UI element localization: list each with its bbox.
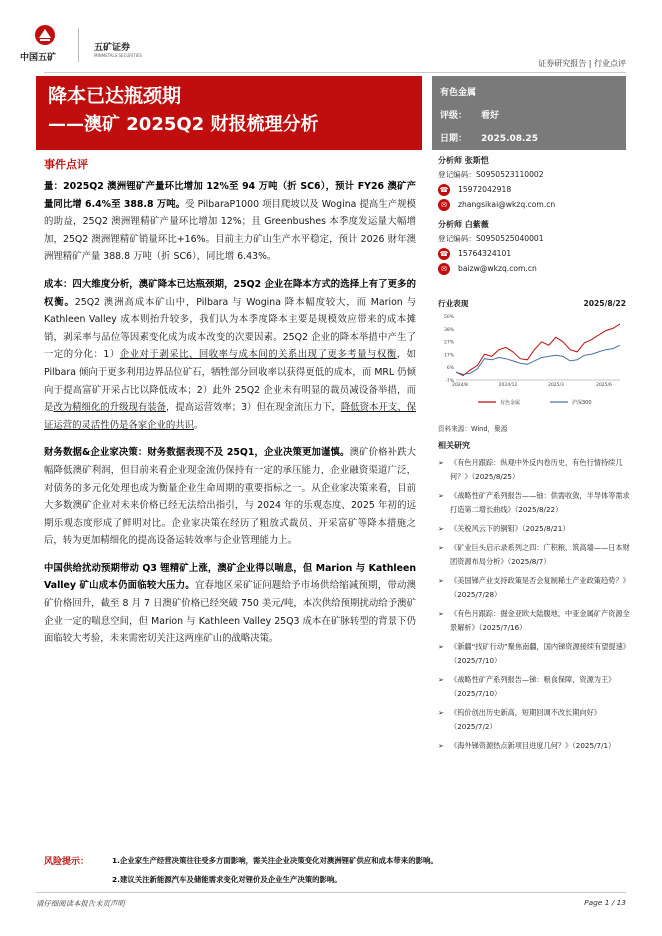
analyst-1-phone-row [438,182,634,197]
analyst-info [438,154,634,276]
series-line-0 [456,324,620,376]
x-tick-label: 2025/6 [596,383,612,388]
industry-name: 有色金属 [440,88,477,98]
related-research-item[interactable]: ➢ 《美国锑产业支持政策是否会复制稀土产业政策趋势？》（2025/7/28） [438,574,632,602]
analyst-2-email-row [438,261,634,276]
paragraph-volume-body: 受 PilbaraP1000 项目爬坡以及 Wogina 提高生产规模的助益，25Q2 澳洲锂精矿产量环比增加 12%；且 Greenbushes 本季度发运量大幅增加，25Q2 澳洲锂精矿销量环比+16%。目前主力矿山生产水平稳定，预计 2026 财年澳洲锂精矿产量 388.8 万吨（折 SC6），同比增 6.43%。 [44,198,416,263]
chart-title: 行业表现 [438,299,469,308]
analyst-1-email[interactable]: zhangsikai@wkzq.com.cn [458,200,556,209]
minmetals-logo-icon [34,24,56,46]
analyst-1-phone: 15972042918 [458,185,512,194]
related-research-item[interactable]: ➢ 《新疆“找矿行动”聚焦南疆，国内锑资源接续有望提速》（2025/7/10） [438,640,632,668]
paragraph-finance-lead: 财务数据&企业家决策：财务数据表现不及 25Q1，企业决策更加谨慎。 [44,447,350,459]
x-tick-label: 2024/12 [498,383,518,388]
main-body [44,178,416,648]
y-tick-label: -7% [445,379,454,384]
paragraph-supply-body: 宜春地区采矿证问题给予市场供给缩减预期，带动澳矿价格回升，截至 8 月 7 日澳矿价格已经突破 750 美元/吨，本次供给预期扰动给予澳矿企业一定的喘息空间，但 Marion 与 Kathleen Valley 25Q3 成本在矿脉转型的背景下仍面临较大考验，未来需密切关注这两座矿山的战略决策。 [44,580,416,645]
chart-header [438,298,626,310]
page-number: Page 1 / 13 [584,898,626,907]
analyst-2-name: 分析师 白紫薇 [438,220,489,229]
phone-icon: ☎ [439,249,449,258]
paragraph-cost-underline-2: 改为精细化的升级现有装备 [53,402,167,414]
logo-text-securities-en: MINMETALS SECURITIES [94,53,142,58]
legend-label-0: 有色金属 [500,400,521,406]
paragraph-cost-body-c: ，提高运营效率；3）但在现金流压力下， [166,402,341,414]
footer-divider [36,892,626,893]
related-research-item[interactable]: ➢ 《战略性矿产系列报告——铀：供需收敛，半导体等需求打造第二增长曲线》（2025/8/22） [438,489,632,517]
paragraph-cost-body-b: ，如 Pilbara 倾向于更多利用边界品位矿石，牺牲部分回收率以获得更低的成本，而 MRL 仍倾向于提高富矿开采占比以降低成本；2）此外 25Q2 企业未有明显的裁员减设备举措，而是 [44,349,416,414]
chart-canvas [438,310,626,418]
paragraph-volume [44,178,416,266]
section-title: 事件点评 [44,158,88,171]
logo-text-securities: 五矿证券 [94,43,131,53]
related-research-item[interactable]: ➢ 《有色月跟踪：纵观中外反内卷历史，有色行情持续几何？》（2025/8/25） [438,456,632,484]
report-title: 降本已达瓶颈期 [48,85,182,107]
analyst-1-name: 分析师 张斯恺 [438,156,489,165]
analyst-1-email-row [438,197,634,212]
report-subtitle: ——澳矿 2025Q2 财报梳理分析 [48,114,319,135]
paragraph-finance-body: 澳矿价格补跌大幅降低澳矿利润，但目前来看企业现金流仍保持有一定的承压能力，企业融资渠道广泛，对债务的多元化处理也成为衡量企业生命周期的重要指标之一。从企业家决策来看，目前大多数澳矿企业对未来价格已经无法给出指引，与 2024 年的乐观态度、2025 年初的远期乐观态度形成了鲜明对比。企业家决策在经历了粗放式裁员、开采富矿等降本措施之后，转为更加精细化的提高设备运转效率与企业管理能力上。 [44,447,416,547]
y-tick-label: 6% [446,366,454,372]
risk-item-1: 1.企业家生产经营决策往往受多方面影响，需关注企业决策变化对澳洲锂矿供应和成本带来的影响。 [112,856,438,865]
industry-performance-chart [438,298,626,418]
related-research-item[interactable]: ➢ 《有色月跟踪：掘金亚欧大陆腹地，中亚金属矿产资源全景解析》（2025/7/16） [438,607,632,635]
y-tick-label: 27% [443,340,454,346]
related-research-item[interactable]: ➢ 《海外锑资源热点新项目进度几何？》（2025/7/1） [438,739,632,753]
rating-box [432,76,626,150]
paragraph-volume-lead: 量：2025Q2 澳洲锂矿产量环比增加 12%至 94 万吨（折 SC6），预计 FY26 澳矿产量同比增 6.4%至 388.8 万吨。 [44,181,416,210]
chart-date: 2025/8/22 [583,299,626,308]
rating-label: 评级： [440,111,468,121]
email-icon: ✉ [438,263,450,275]
y-tick-label: 38% [443,327,454,333]
paragraph-supply [44,560,416,648]
y-tick-label: 50% [443,315,454,320]
paragraph-cost-body-a: 25Q2 澳洲高成本矿山中，Pilbara 与 Wogina 降本幅度较大，而 Marion 与 Kathleen Valley 成本则抬升较多，我们认为本季度降本主要是规模效应带来的成本摊销，剥采率与品位等因素变化成为成本改变的次要因素。25Q2 企业的降本举措中产生了一定的分化：1） [44,296,416,361]
x-tick-label: 2025/3 [548,383,564,388]
analyst-2-phone: 15764324101 [458,249,512,258]
date-value: 2025.08.25 [481,134,538,144]
paragraph-supply-lead: 中国供给扰动预期带动 Q3 锂精矿上涨，澳矿企业得以喘息，但 Marion 与 Kathleen Valley 矿山成本仍面临较大压力。 [44,562,416,592]
header-divider [44,72,626,73]
analyst-2-phone-row [438,246,634,261]
paragraph-cost-underline-1: 企业对于剥采比、回收率与成本间的关系出现了更多考量与权衡 [119,349,397,361]
related-research-item[interactable]: ➢ 《战略性矿产系列报告—锑：粮食保障，资源为王》（2025/7/10） [438,673,632,701]
related-research-item[interactable]: ➢ 《关税风云下的铜钼》（2025/8/21） [438,522,632,536]
risk-label: 风险提示： [44,857,90,867]
paragraph-finance [44,444,416,550]
analyst-1-code: 登记编码：S0950523110002 [438,170,544,179]
chart-source: 资料来源：Wind，聚源 [438,425,508,433]
related-research-title: 相关研究 [438,441,470,450]
logo-text-cn: 中国五矿 [20,53,57,63]
risk-item-2: 2.建议关注新能源汽车及储能需求变化对锂价及企业生产决策的影响。 [112,875,342,884]
logo-divider [78,28,79,62]
analyst-2-email[interactable]: baizw@wkzq.com.cn [458,264,537,273]
logo-area [12,24,182,68]
date-label: 日期： [440,134,468,144]
date-row [440,128,626,151]
rating-value: 看好 [481,111,500,121]
related-research-list [438,456,632,758]
legend-label-1: 沪深300 [572,400,592,406]
paragraph-cost-underline-3: 降低资本开支、保证运营的灵活性仍是各家企业的共识 [44,402,416,431]
footer-disclaimer: 请仔细阅读本报告末页声明 [36,899,125,908]
paragraph-cost [44,276,416,434]
email-icon: ✉ [438,199,450,211]
y-tick-label: 17% [443,353,454,359]
related-research-item[interactable]: ➢ 《矿业巨头启示录系列之四：广积粮、筑高墙——日本财团资源布局分析》（2025/8/7） [438,541,632,569]
x-tick-label: 2024/8 [452,383,468,388]
rating-row [440,105,626,128]
related-research-item[interactable]: ➢ 《钨价创出历史新高，短期回调不改长期向好》（2025/7/2） [438,706,632,734]
phone-icon: ☎ [439,185,449,194]
paragraph-cost-body-d: 。 [194,419,204,431]
analyst-2-code: 登记编码：S0950525040001 [438,234,544,243]
paragraph-cost-lead: 成本：四大维度分析，澳矿降本已达瓶颈期，25Q2 企业在降本方式的选择上有了更多的权衡。 [44,278,416,308]
title-banner [36,76,422,150]
report-type: 证券研究报告 | 行业点评 [538,59,626,68]
